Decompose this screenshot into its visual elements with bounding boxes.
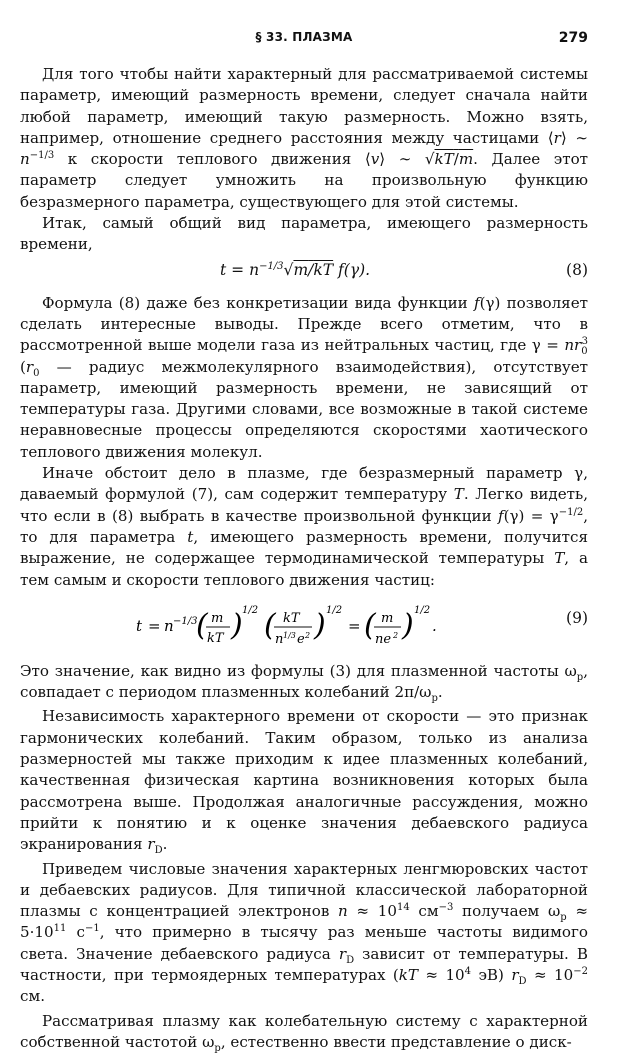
paragraph-5: Это значение, как видно из формулы (3) для плазменной частоты $\omega_p$, совпадает с периодом плазменных колебаний $2\pi/\omega_p$.: [20, 661, 588, 705]
svg-text:1/3: 1/3: [283, 630, 296, 640]
equation-8: [20, 257, 588, 289]
svg-text:): ): [231, 607, 243, 643]
paragraph-8: Рассматривая плазму как колебательную систему с характерной собственной частотой $\omega_p$, естественно ввести представление о диск-: [20, 1011, 588, 1054]
equation-9: [20, 593, 588, 657]
svg-text:): ): [314, 607, 326, 643]
svg-text:m: m: [211, 610, 224, 626]
page-number: 279: [558, 30, 588, 46]
equation-9-number: (9): [566, 608, 588, 627]
equation-8-number: (8): [566, 260, 588, 279]
paragraph-1: Для того чтобы найти характерный для рассматриваемой системы параметр, имеющий размерность времени, следует сначала найти любой параметр, имеющий такую размерность. Можно взять, например, отношение среднего расстояния между частицами ⟨r⟩ ∼ $n^{-1/3}$ к скорости теплового движения ⟨v⟩ ∼ √kT/m. Далее этот параметр следует умножить на произвольную функцию безразмерного параметра, существующего для этой системы.: [20, 65, 589, 211]
paragraph-6: Независимость характерного времени от скорости — это признак гармонических колебаний. Таким образом, только из анализа размерностей мы также приходим к идее плазменных колебаний, качественная физическая картина возникновения которых была рассмотрена выше. Продолжая аналогичные рассуждения, можно прийти к понятию и к оценке значения дебаевского радиуса экранирования $r_D$.: [20, 707, 588, 857]
equation-9-formula: [136, 595, 466, 657]
svg-text:(: (: [364, 607, 376, 643]
running-header: [20, 30, 588, 52]
paragraph-2: Итак, самый общий вид параметра, имеющего размерность времени,: [20, 214, 588, 254]
svg-text:): ): [402, 607, 414, 643]
svg-text:n: n: [275, 631, 284, 647]
svg-text:=: =: [148, 616, 161, 635]
svg-text:1/2: 1/2: [414, 604, 431, 616]
svg-text:t: t: [136, 616, 143, 635]
paragraph-7: Приведем числовые значения характерных ленгмюровских частот и дебаевских радиусов. Для типичной классической лабораторной плазмы с концентрацией электронов $n \approx 10^{14}$ $см^{-3}$ получаем $\omega_p \approx 5\cdot 10^{11}$ $с^{-1}$, что примерно в тысячу раз меньше частоты видимого света. Значение дебаевского радиуса $r_D$ зависит от температуры. В частности, при термоядерных температурах ($kT \approx 10^4$ эВ) $r_D \approx 10^{-2}$ см.: [20, 859, 588, 1006]
section-title: § 33. ПЛАЗМА: [255, 30, 353, 44]
svg-text:kT: kT: [207, 630, 224, 646]
svg-text:e: e: [297, 631, 305, 647]
svg-text:2: 2: [393, 630, 399, 640]
svg-text:.: .: [432, 616, 437, 635]
svg-text:1/2: 1/2: [242, 604, 259, 616]
svg-text:=: =: [348, 616, 361, 635]
svg-text:m: m: [381, 610, 394, 626]
svg-text:(: (: [196, 607, 208, 643]
svg-text:1/2: 1/2: [326, 604, 343, 616]
svg-text:kT: kT: [283, 610, 300, 626]
svg-text:−1/3: −1/3: [173, 615, 198, 627]
equation-8-formula: $t = n^{-1/3}√m/kT$ f(γ).: [220, 260, 371, 279]
page-body: [20, 64, 588, 1053]
svg-text:ne: ne: [375, 631, 392, 647]
svg-text:2: 2: [305, 630, 311, 640]
svg-text:(: (: [264, 607, 276, 643]
paragraph-4: Иначе обстоит дело в плазме, где безразмерный параметр γ, даваемый формулой (7), сам содержит температуру T. Легко видеть, что если в (8) выбрать в качестве произвольной функции $f(\gamma) = \gamma^{-1/2}$, то для параметра t, имеющего размерность времени, получится выражение, не содержащее термодинамической температуры T, а тем самым и скорости теплового движения частиц:: [20, 464, 589, 589]
svg-text:n: n: [164, 616, 174, 635]
paragraph-3: Формула (8) даже без конкретизации вида функции f(γ) позволяет сделать интересные выводы. Прежде всего отметим, что в рассмотренной выше модели газа из нейтральных частиц, где $\gamma = nr_0^3$ ($r_0$ — радиус межмолекулярного взаимодействия), отсутствует параметр, имеющий размерность времени, не зависящий от температуры газа. Другими словами, все возможные в такой системе неравновесные процессы определяются скоростями хаотического теплового движения молекул.: [20, 293, 588, 461]
